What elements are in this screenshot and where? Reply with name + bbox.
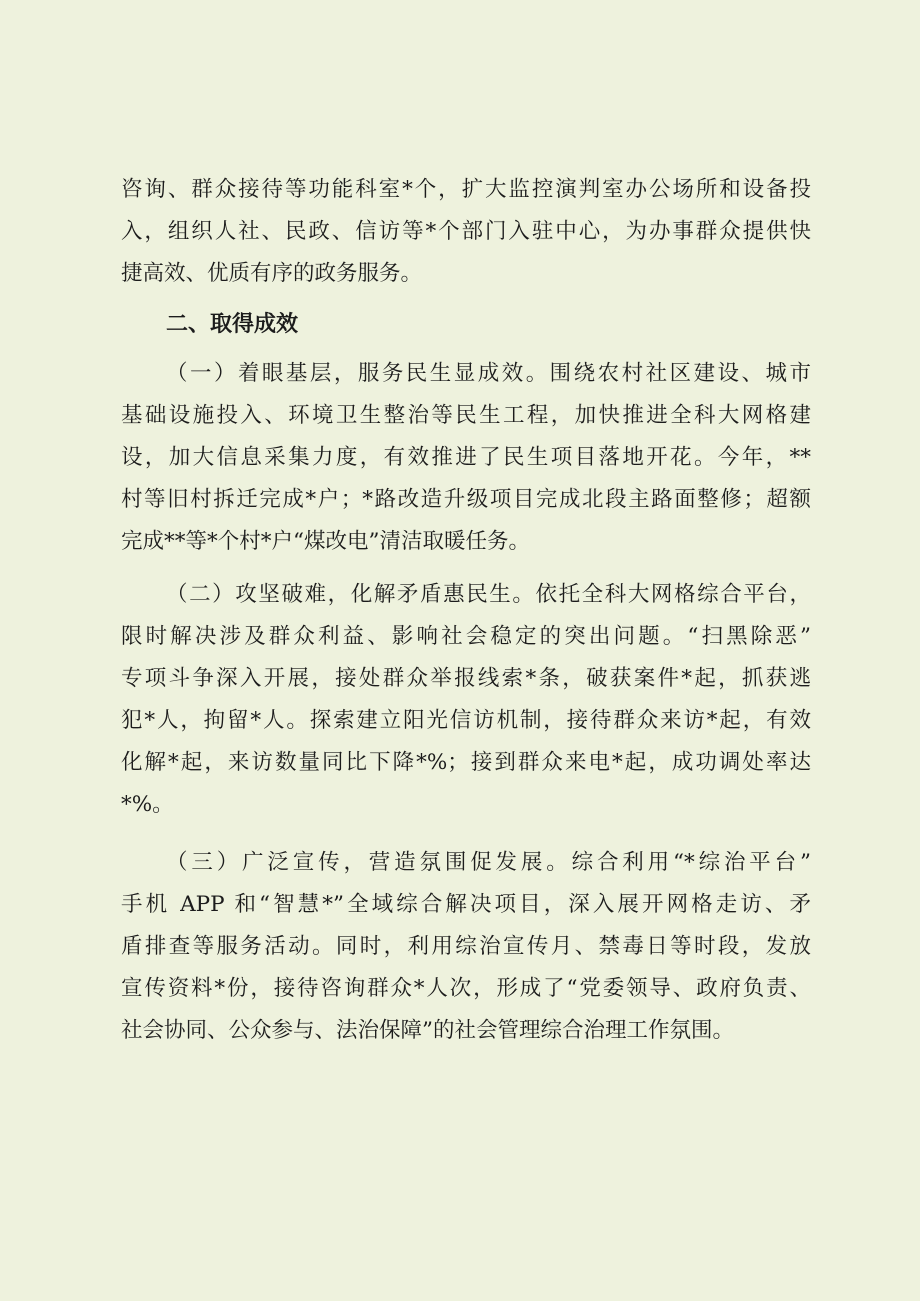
paragraph-line: 基础设施投入、环境卫生整治等民生工程，加快推进全科大网格建 <box>121 403 811 428</box>
paragraph-line: 社会协同、公众参与、法治保障”的社会管理综合治理工作氛围。 <box>121 1018 734 1043</box>
paragraph-line: 犯*人，拘留*人。探索建立阳光信访机制，接待群众来访*起，有效 <box>121 708 811 733</box>
paragraph-line: 完成**等*个村*户“煤改电”清洁取暖任务。 <box>121 529 530 554</box>
paragraph-line: （一）着眼基层，服务民生显成效。围绕农村社区建设、城市 <box>166 361 811 386</box>
paragraph-line: 化解*起，来访数量同比下降*%；接到群众来电*起，成功调处率达 <box>121 750 811 775</box>
paragraph-line: 手机 APP 和“智慧*”全域综合解决项目，深入展开网格走访、矛 <box>121 892 811 917</box>
paragraph-line: 宣传资料*份，接待咨询群众*人次，形成了“党委领导、政府负责、 <box>121 976 811 1001</box>
paragraph-line: 盾排查等服务活动。同时，利用综治宣传月、禁毒日等时段，发放 <box>121 934 811 959</box>
paragraph-line: （二）攻坚破难，化解矛盾惠民生。依托全科大网格综合平台， <box>166 582 811 607</box>
paragraph-line: 限时解决涉及群众利益、影响社会稳定的突出问题。“扫黑除恶” <box>121 624 811 649</box>
section-heading: 二、取得成效 <box>166 312 299 337</box>
paragraph-line: *%。 <box>121 792 174 817</box>
paragraph-line: （三）广泛宣传，营造氛围促发展。综合利用“*综治平台” <box>166 850 811 875</box>
paragraph-line: 捷高效、优质有序的政务服务。 <box>121 261 423 286</box>
paragraph-line: 村等旧村拆迁完成*户；*路改造升级项目完成北段主路面整修；超额 <box>121 487 811 512</box>
paragraph-line: 专项斗争深入开展，接处群众举报线索*条，破获案件*起，抓获逃 <box>121 666 811 691</box>
paragraph-line: 设，加大信息采集力度，有效推进了民生项目落地开花。今年，** <box>121 445 811 470</box>
paragraph-line: 咨询、群众接待等功能科室*个，扩大监控演判室办公场所和设备投 <box>121 177 811 202</box>
paragraph-line: 入，组织人社、民政、信访等*个部门入驻中心，为办事群众提供快 <box>121 219 811 244</box>
